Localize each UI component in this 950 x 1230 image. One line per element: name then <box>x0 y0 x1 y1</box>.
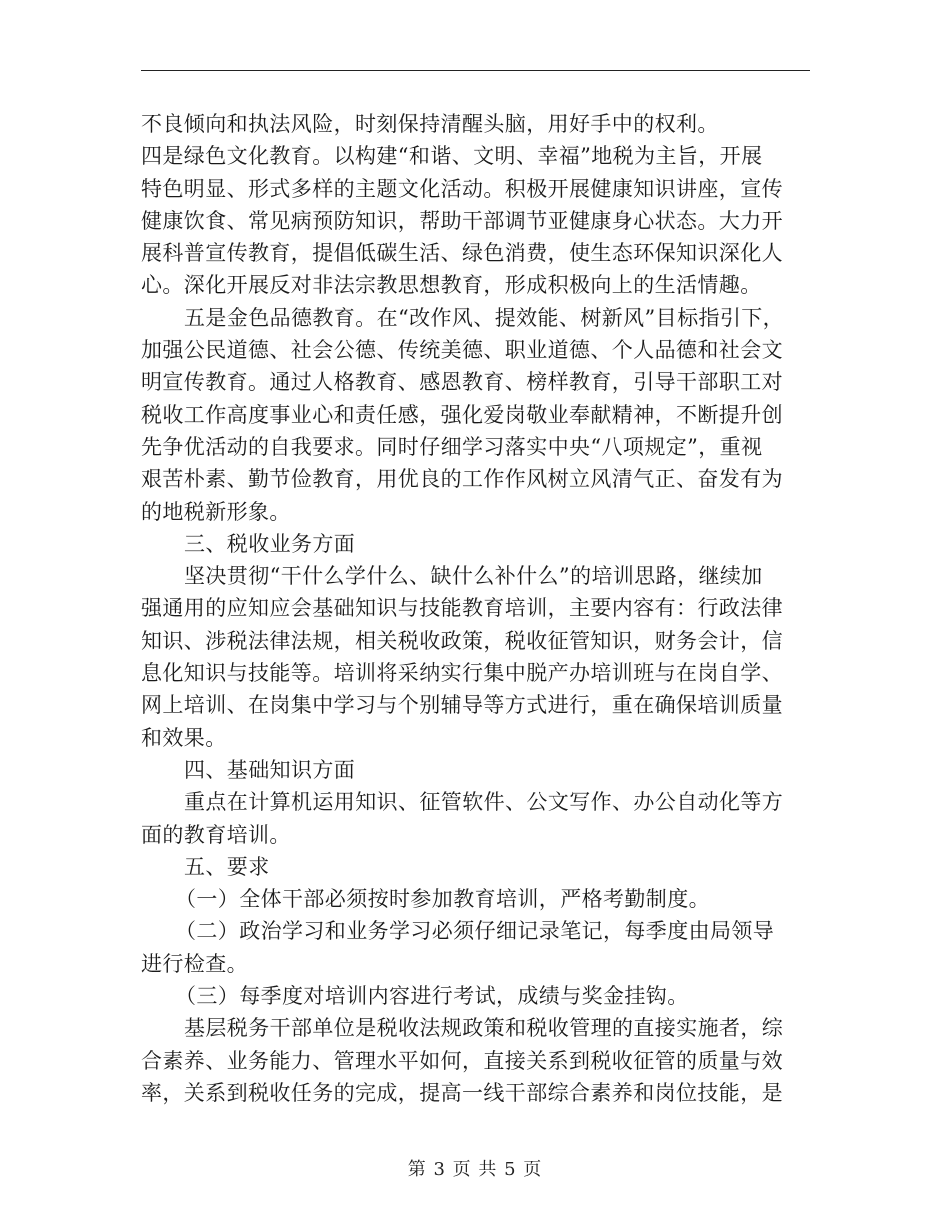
body-text <box>141 108 811 1109</box>
text-line: 合素养、业务能力、管理水平如何，直接关系到税收征管的质量与效 <box>141 1048 783 1073</box>
text-line: 五是金色品德教育。在“改作风、提效能、树新风”目标指引下， <box>184 305 785 330</box>
list-item: （三）每季度对培训内容进行考试，成绩与奖金挂钩。 <box>175 984 689 1009</box>
header-rule <box>141 70 810 71</box>
text-line: 进行检查。 <box>141 951 248 976</box>
text-line: 强通用的应知应会基础知识与技能教育培训，主要内容有：行政法律 <box>141 596 783 621</box>
text-line: 和效果。 <box>141 725 227 750</box>
text-line: 心。深化开展反对非法宗教思想教育，形成积极向上的生活情趣。 <box>141 273 762 298</box>
text-line: 特色明显、形式多样的主题文化活动。积极开展健康知识讲座，宣传 <box>141 176 783 201</box>
list-item: （二）政治学习和业务学习必须仔细记录笔记，每季度由局领导 <box>175 919 775 944</box>
text-line: 税收工作高度事业心和责任感，强化爱岗敬业奉献精神，不断提升创 <box>141 402 783 427</box>
text-line: 展科普宣传教育，提倡低碳生活、绿色消费，使生态环保知识深化人 <box>141 241 783 266</box>
text-line: 健康饮食、常见病预防知识，帮助干部调节亚健康身心状态。大力开 <box>141 208 783 233</box>
text-line: 四是绿色文化教育。以构建“和谐、文明、幸福”地税为主旨，开展 <box>141 144 763 169</box>
section-heading: 五、要求 <box>184 854 270 879</box>
list-item: （一）全体干部必须按时参加教育培训，严格考勤制度。 <box>175 887 710 912</box>
text-line: 明宣传教育。通过人格教育、感恩教育、榜样教育，引导干部职工对 <box>141 370 783 395</box>
text-line: 基层税务干部单位是税收法规政策和税收管理的直接实施者，综 <box>184 1016 784 1041</box>
text-line: 网上培训、在岗集中学习与个别辅导等方式进行，重在确保培训质量 <box>141 693 783 718</box>
text-line: 知识、涉税法律法规，相关税收政策，税收征管知识，财务会计，信 <box>141 628 783 653</box>
text-line: 重点在计算机运用知识、征管软件、公文写作、办公自动化等方 <box>184 790 784 815</box>
text-line: 息化知识与技能等。培训将采纳实行集中脱产办培训班与在岗自学、 <box>141 661 783 686</box>
text-line: 率，关系到税收任务的完成，提高一线干部综合素养和岗位技能，是 <box>141 1080 783 1105</box>
text-line: 坚决贯彻“干什么学什么、缺什么补什么”的培训思路，继续加 <box>184 564 763 589</box>
text-line: 艰苦朴素、勤节俭教育，用优良的工作作风树立风清气正、奋发有为 <box>141 467 783 492</box>
section-heading: 四、基础知识方面 <box>184 757 356 782</box>
section-heading: 三、税收业务方面 <box>184 531 356 556</box>
page-number-footer: 第 3 页 共 5 页 <box>407 1159 543 1180</box>
text-line: 不良倾向和执法风险，时刻保持清醒头脑，用好手中的权利。 <box>141 112 719 136</box>
text-line: 的地税新形象。 <box>141 499 291 524</box>
text-line: 面的教育培训。 <box>141 822 291 847</box>
text-line: 加强公民道德、社会公德、传统美德、职业道德、个人品德和社会文 <box>141 338 783 363</box>
text-line: 先争优活动的自我要求。同时仔细学习落实中央“八项规定”，重视 <box>141 434 763 459</box>
